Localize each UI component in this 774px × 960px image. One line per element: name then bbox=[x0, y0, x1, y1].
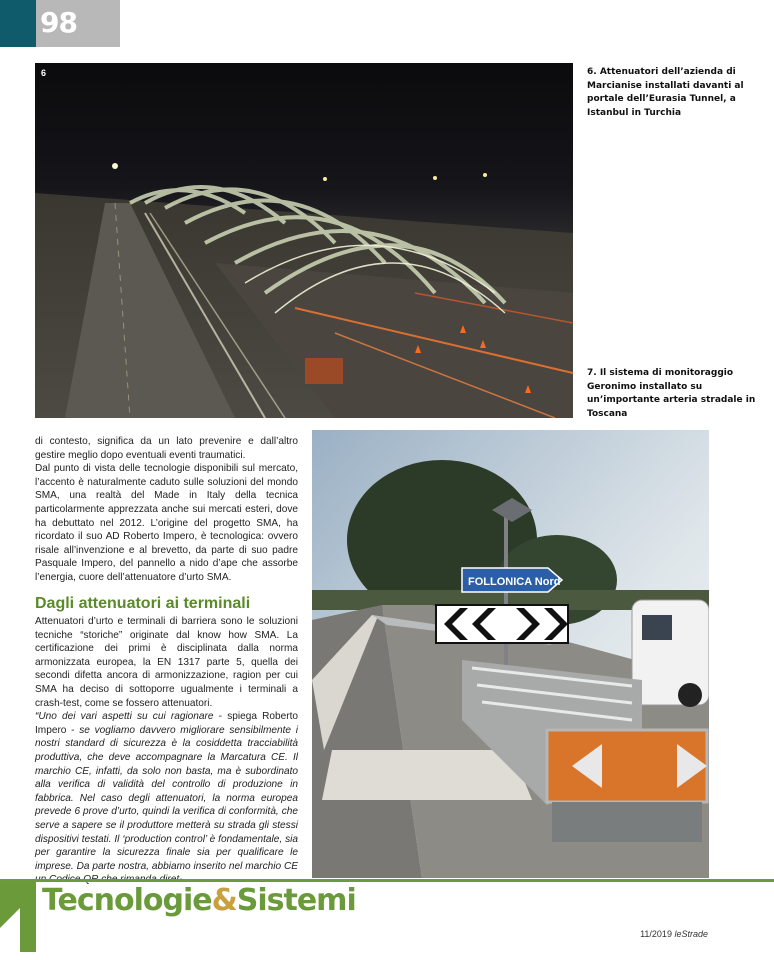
quote-lead: “Uno dei vari aspetti su cui ragionare bbox=[35, 711, 214, 723]
article-paragraph-4 bbox=[35, 710, 298, 887]
figure-6-caption: 6. Attenuatori dell’azienda di Marcianise installati davanti al portale dell’Eurasia Tunnel, a Istanbul in Turchia bbox=[587, 67, 744, 118]
article-paragraph-3: Attenuatori d’urto e terminali di barriera sono le soluzioni tecniche “storiche” originate dal know how SMA. La certificazione dei primi è disciplinata dalla norma armonizzata europea, la EN 1317 parte 5, quella dei secondi difetta ancora di armonizzazione, ragion per cui SMA ha deciso di sottoporre ugualmente i terminali a crash-test, come se fossero attenuatori. bbox=[35, 616, 298, 709]
article-paragraph-2: Dal punto di vista delle tecnologie disponibili sul mercato, l’accento è naturalmente caduto sulle soluzioni del mondo SMA, una realtà del Made in Italy della tecnica particolarmente apprezzata anche sui mercati esteri, dove ha debuttato nel 2012. L’origine del progetto SMA, ha ricordato il suo AD Roberto Impero, è tecnologica: ovvero risale all’invenzione e al brevetto, da parte di suo padre Pasquale Impero, del pannello a nido d’ape che assorbe l’energia, cuore dell’attenuatore d’urto SMA. bbox=[35, 463, 298, 583]
page-tab-accent bbox=[0, 0, 36, 47]
issue-info bbox=[640, 929, 708, 939]
figure-6-label: 6 bbox=[41, 68, 47, 78]
article-paragraph-1: di contesto, significa da un lato prevenire e dall’altro gestire meglio dopo eventuali eventi traumatici. bbox=[35, 436, 298, 461]
section-title-amp: & bbox=[211, 883, 237, 918]
footer-rule bbox=[0, 879, 774, 882]
article-column-bottom bbox=[35, 615, 298, 887]
issue-date: 11/2019 bbox=[640, 929, 672, 939]
figure-6-photo bbox=[35, 63, 573, 418]
section-title bbox=[42, 883, 356, 918]
quote-attribution: - spiega Roberto Impero - bbox=[35, 711, 299, 736]
section-title-word1: Tecnologie bbox=[42, 883, 212, 918]
section-arrow-icon bbox=[0, 882, 36, 952]
figure-7-photo bbox=[312, 430, 709, 878]
article-column-top bbox=[35, 435, 298, 585]
magazine-name: leStrade bbox=[674, 929, 708, 939]
quote-body: se vogliamo davvero migliorare sensibilmente i nostri standard di sicurezza è la cosiddetta tracciabilità produttiva, che deve accompagnare la Marcatura CE. Il marchio CE, infatti, da solo non basta, ma è subordinato alla verifica di validità del controllo di produzione in fabbrica. Nel caso degli attenuatori, la norma europea prevede 6 prove d’urto, quindi la verifica di conformità, che serve a sapere se il produttore metterà su strada gli stessi dispositivi testati. Il ‘production control’ è fondamentale, sia per garantire la sicurezza finale sia per qualificare le imprese. Da parte nostra, abbiamo inserito nel marchio CE bbox=[35, 724, 298, 872]
section-title-word2: Sistemi bbox=[236, 883, 356, 918]
figure-7-caption: 7. Il sistema di monitoraggio Geronimo installato su un’importante arteria stradale in Toscana bbox=[587, 368, 756, 419]
section-heading: Dagli attenuatori ai terminali bbox=[35, 595, 251, 612]
page-number: 98 bbox=[40, 6, 77, 39]
sign-text: FOLLONICA Nord bbox=[468, 576, 561, 588]
